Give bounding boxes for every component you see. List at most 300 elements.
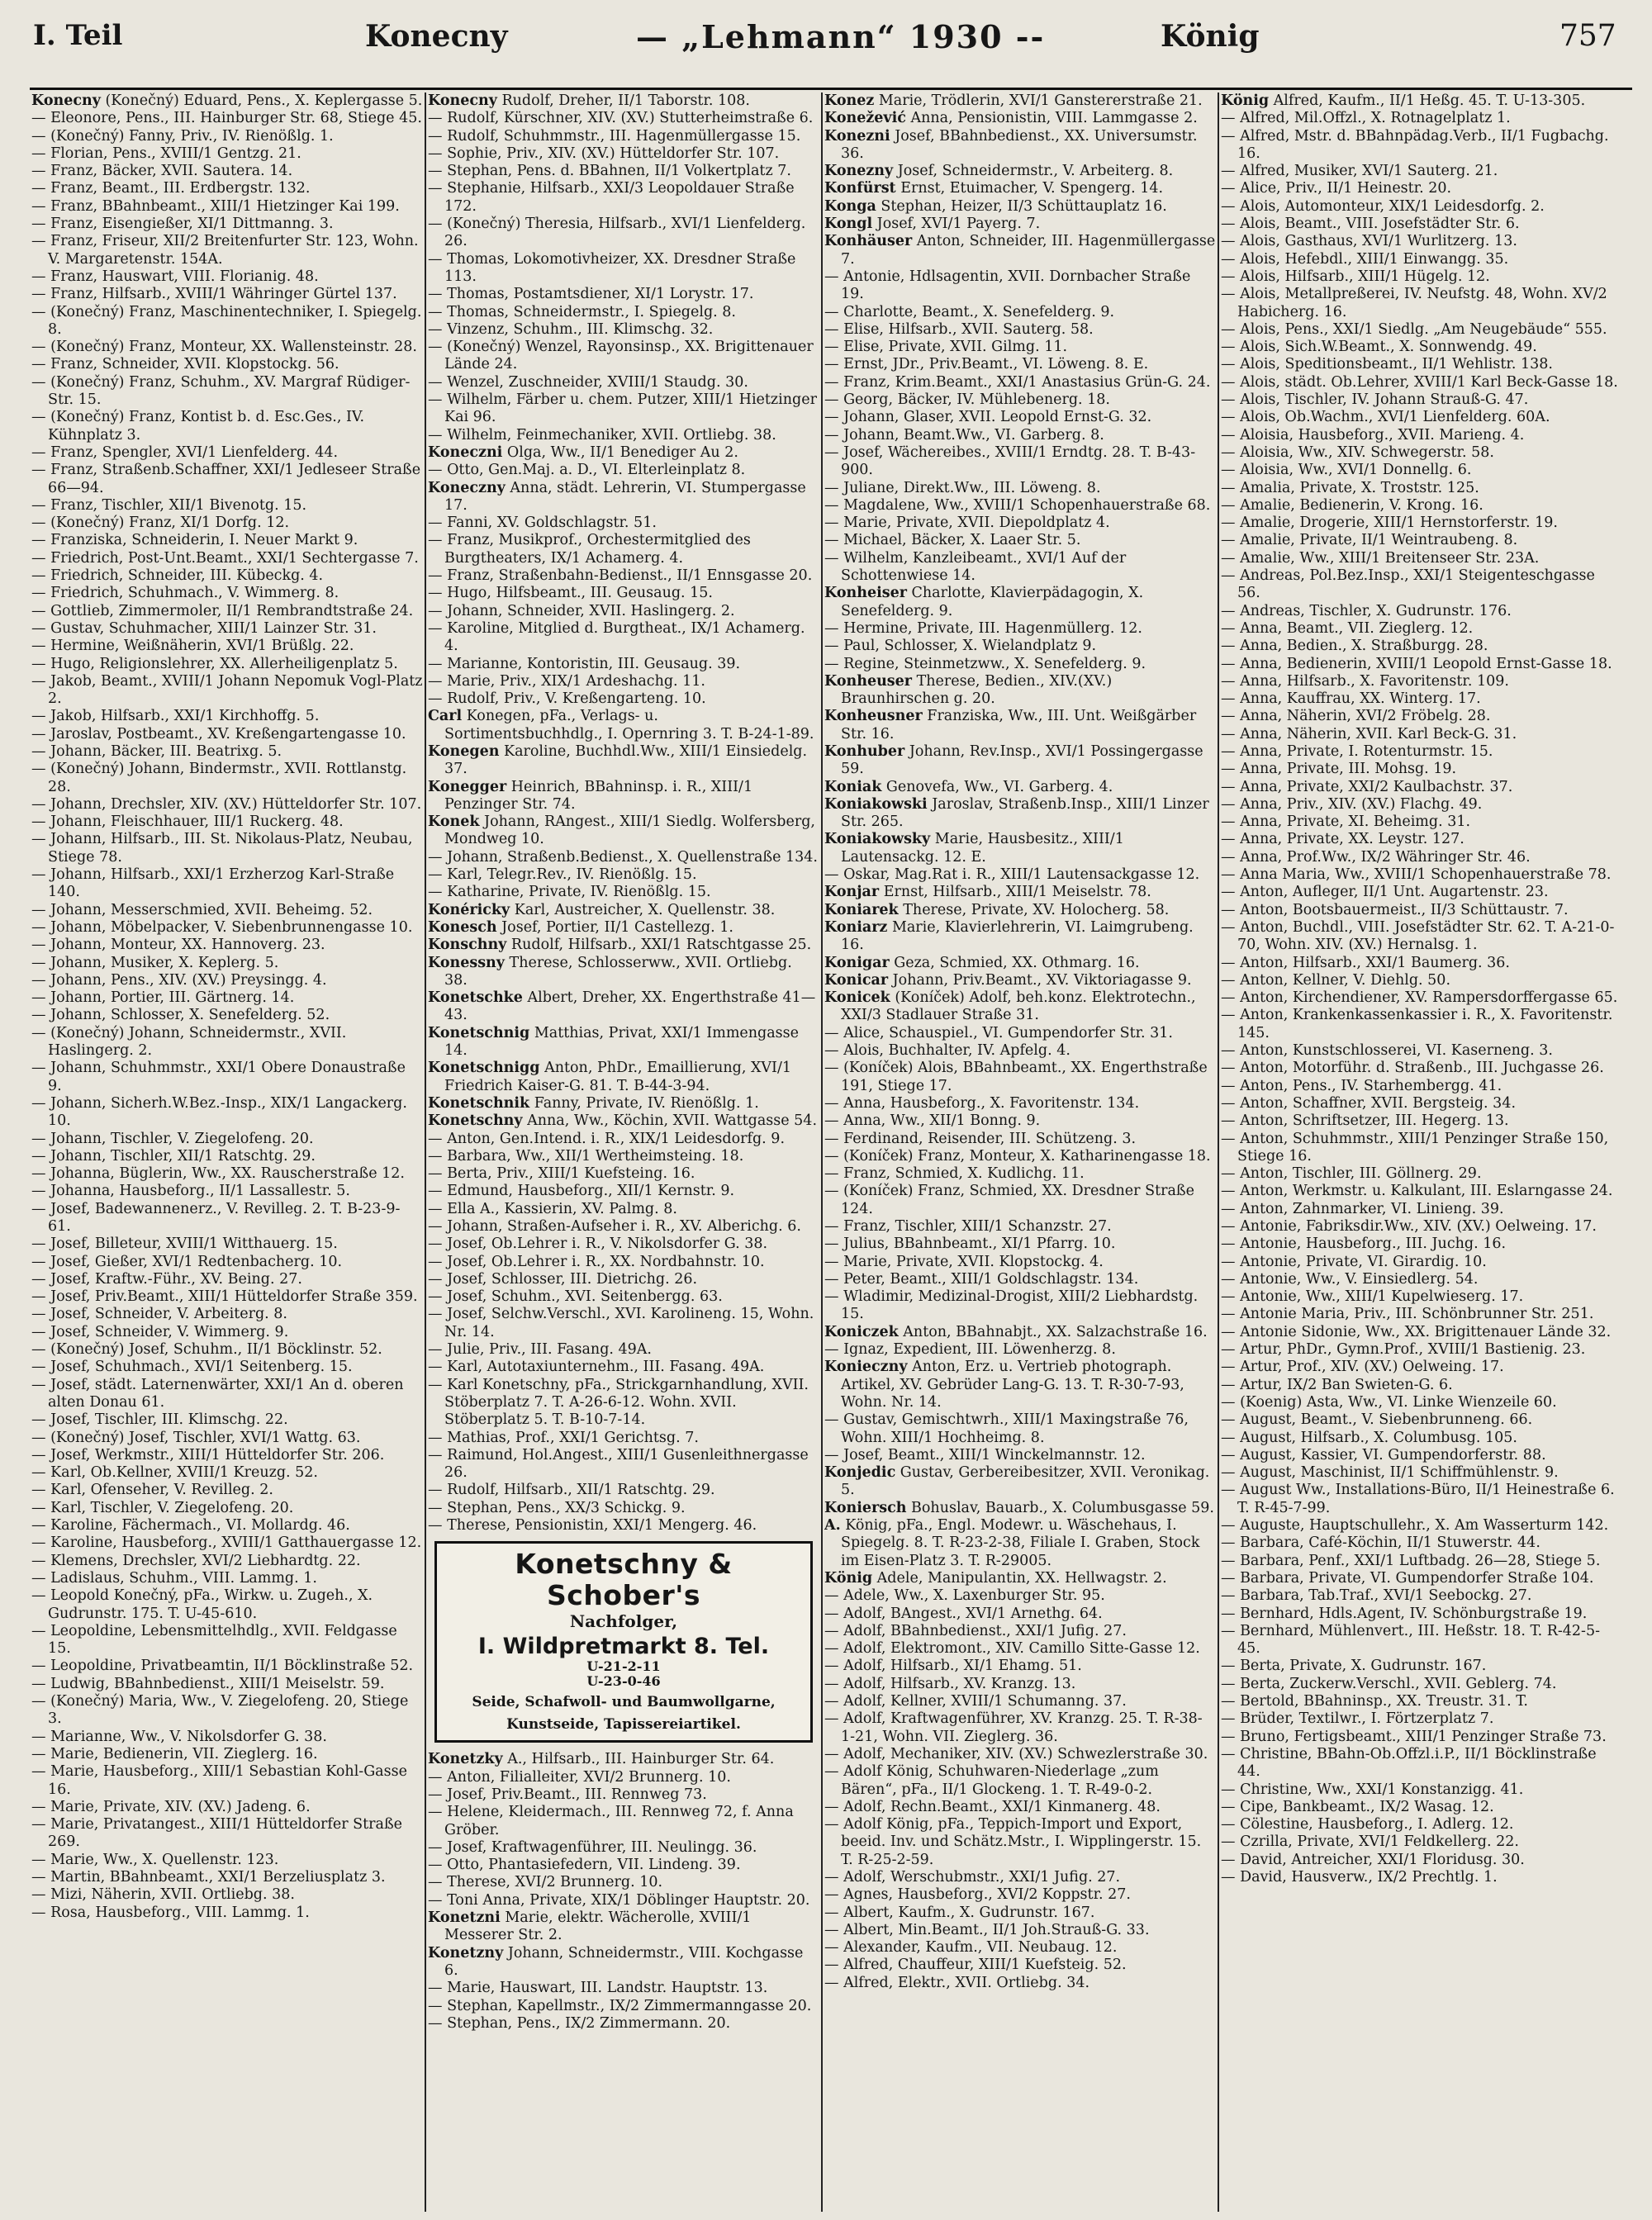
directory-entry: Konfürst Ernst, Etuimacher, V. Spengerg. 14. <box>824 180 1164 197</box>
directory-entry: Konetschnig Matthias, Privat, XXI/1 Immengasse 14. <box>428 1024 799 1060</box>
directory-entry: Konetzky A., Hilfsarb., III. Hainburger Str. 64. <box>428 1751 775 1768</box>
directory-entry: — Florian, Pens., XVIII/1 Gentzg. 21. <box>31 145 301 162</box>
directory-entry: Koneczni Olga, Ww., II/1 Benediger Au 2. <box>428 444 738 461</box>
directory-entry: — (Konečný) Johann, Schneidermstr., XVII. Haslingerg. 2. <box>31 1024 347 1060</box>
directory-entry: — Franz, Hauswart, VIII. Florianig. 48. <box>31 268 319 285</box>
directory-entry: — Ludwig, BBahnbedienst., XIII/1 Meiselstr. 59. <box>31 1675 385 1692</box>
directory-entry: — Therese, Pensionistin, XXI/1 Mengerg. 46. <box>428 1517 757 1535</box>
directory-entry: — August, Kassier, VI. Gumpendorferstr. 88. <box>1221 1446 1546 1463</box>
directory-entry: — Amalie, Bedienerin, V. Krong. 16. <box>1221 496 1483 514</box>
directory-entry: — Artur, Prof., XIV. (XV.) Oelweing. 17. <box>1221 1359 1504 1376</box>
ad-description-2: Kunstseide, Tapissereiartikel. <box>506 1716 741 1734</box>
directory-entry: — Barbara, Tab.Traf., XVI/1 Seebockg. 27. <box>1221 1587 1532 1605</box>
directory-entry: — Antonie, Hdlsagentin, XVII. Dornbacher Straße 19. <box>824 268 1191 303</box>
directory-entry: — Alfred, Chauffeur, XIII/1 Kuefsteig. 52. <box>824 1957 1127 1974</box>
directory-entry: — Peter, Beamt., XIII/1 Goldschlagstr. 134. <box>824 1270 1139 1288</box>
directory-entry: — (Konečný) Franz, XI/1 Dorfg. 12. <box>31 515 290 532</box>
directory-entry: — Hermine, Private, III. Hagenmüllerg. 12. <box>824 619 1142 637</box>
directory-entry: — Amalia, Private, X. Troststr. 125. <box>1221 479 1479 496</box>
directory-entry: — Thomas, Postamtsdiener, XI/1 Lorystr. 17. <box>428 286 754 303</box>
directory-entry: — Alois, Pens., XXI/1 Siedlg. „Am Neugebäude“ 555. <box>1221 320 1607 338</box>
directory-entry: — Adolf, BBahnbedienst., XXI/1 Jufig. 27. <box>824 1622 1127 1639</box>
directory-entry: — Alois, Metallpreßerei, IV. Neufstg. 48, Wohn. XV/2 Habicherg. 16. <box>1221 286 1607 320</box>
directory-entry: — Friedrich, Schneider, III. Kübeckg. 4. <box>31 567 324 585</box>
directory-entry: Koniakowsky Marie, Hausbesitz., XIII/1 Lautensackg. 12. E. <box>824 831 1124 866</box>
directory-entry: Konhäuser Anton, Schneider, III. Hagenmüllergasse 7. <box>824 233 1216 268</box>
directory-entry: — Alexander, Kaufm., VII. Neubaug. 12. <box>824 1939 1118 1957</box>
directory-entry: — Karoline, Fächermach., VI. Mollardg. 46. <box>31 1517 350 1535</box>
directory-entry: — (Konečný) Theresia, Hilfsarb., XVI/1 Lienfelderg. 26. <box>428 216 806 250</box>
directory-entry: — Mizi, Näherin, XVII. Ortliebg. 38. <box>31 1886 295 1904</box>
directory-entry: — Alfred, Mstr. d. BBahnpädag.Verb., II/1 Fugbachg. 16. <box>1221 127 1609 162</box>
directory-entry: — Christine, BBahn-Ob.Offzl.i.P., II/1 Böcklinstraße 44. <box>1221 1745 1597 1781</box>
directory-entry: — Aloisia, Hausbeforg., XVII. Marieng. 4. <box>1221 426 1525 444</box>
directory-entry: — (Konečný) Josef, Schuhm., II/1 Böcklinstr. 52. <box>31 1341 382 1359</box>
directory-entry: Konicek (Koníček) Adolf, beh.konz. Elektrotechn., XXI/3 Stadlauer Straße 31. <box>824 989 1196 1024</box>
directory-entry: — (Koníček) Franz, Monteur, X. Katharinengasse 18. <box>824 1147 1211 1165</box>
directory-entry: — Franz, Tischler, XII/1 Bivenotg. 15. <box>31 496 307 514</box>
directory-entry: — Stephan, Pens., IX/2 Zimmermann. 20. <box>428 2014 731 2032</box>
directory-entry: — Magdalene, Ww., XVIII/1 Schopenhauerstraße 68. <box>824 496 1211 514</box>
directory-entry: — Anna, Private, XX. Leystr. 127. <box>1221 831 1464 848</box>
directory-entry: — (Konečný) Franz, Monteur, XX. Wallensteinstr. 28. <box>31 339 417 356</box>
directory-entry: — Alois, Beamt., VIII. Josefstädter Str. 6. <box>1221 216 1520 233</box>
directory-entry: — Adolf, Elektromont., XIV. Camillo Sitte-Gasse 12. <box>824 1640 1200 1658</box>
directory-entry: — Anna, Kauffrau, XX. Winterg. 17. <box>1221 690 1481 708</box>
directory-entry: Konegger Heinrich, BBahninsp. i. R., XIII/1 Penzinger Str. 74. <box>428 778 753 813</box>
directory-entry: — Josef, Kraftwagenführer, III. Neulingg. 36. <box>428 1838 757 1856</box>
left-running-head: Konecny <box>365 19 508 54</box>
directory-entry: — Anton, Schuhmmstr., XIII/1 Penzinger Straße 150, Stiege 16. <box>1221 1130 1609 1165</box>
directory-entry: — Eleonore, Pens., III. Hainburger Str. 68, Stiege 45. <box>31 110 422 127</box>
directory-entry: — Karl, Ob.Kellner, XVIII/1 Kreuzg. 52. <box>31 1464 318 1482</box>
ad-telephone-2: U-23-0-46 <box>586 1673 661 1690</box>
directory-entry: — Franziska, Schneiderin, I. Neuer Markt 9. <box>31 532 358 549</box>
directory-entry: — Leopoldine, Lebensmittelhdlg., XVII. Feldgasse 15. <box>31 1622 397 1658</box>
directory-entry: — Wenzel, Zuschneider, XVIII/1 Staudg. 30. <box>428 373 748 391</box>
directory-entry: — Rudolf, Kürschner, XIV. (XV.) Stutterheimstraße 6. <box>428 110 814 127</box>
directory-entry: — Karoline, Mitglied d. Burgtheat., IX/1 Achamerg. 4. <box>428 619 805 655</box>
directory-entry: Konecny Rudolf, Dreher, II/1 Taborstr. 108. <box>428 92 750 109</box>
directory-entry: — Alfred, Elektr., XVII. Ortliebg. 34. <box>824 1974 1090 1991</box>
directory-entry: — Otto, Phantasiefedern, VII. Lindeng. 39. <box>428 1857 741 1874</box>
directory-entry: Konetzny Johann, Schneidermstr., VIII. Kochgasse 6. <box>428 1944 804 1979</box>
directory-entry: — August, Maschinist, II/1 Schiffmühlenstr. 9. <box>1221 1464 1559 1482</box>
directory-entry: — Marie, Priv., XIX/1 Ardeshachg. 11. <box>428 672 705 690</box>
directory-entry: — Rudolf, Schuhmmstr., III. Hagenmüllergasse 15. <box>428 127 801 145</box>
directory-entry: Konezni Josef, BBahnbedienst., XX. Universumstr. 36. <box>824 127 1198 162</box>
directory-entry: — Wilhelm, Feinmechaniker, XVII. Ortliebg. 38. <box>428 426 776 444</box>
directory-entry: — Stephan, Pens. d. BBahnen, II/1 Volkertplatz 7. <box>428 163 791 180</box>
directory-entry: — Franz, Schneider, XVII. Klopstockg. 56. <box>31 356 339 373</box>
directory-entry: — Anna, Ww., XII/1 Bonng. 9. <box>824 1112 1041 1130</box>
directory-entry: — Anna, Private, III. Mohsg. 19. <box>1221 761 1457 778</box>
directory-entry: — Josef, Schneider, V. Arbeiterg. 8. <box>31 1306 287 1323</box>
directory-entry: Konetschnik Fanny, Private, IV. Rienößlg. 1. <box>428 1094 759 1112</box>
directory-entry: Koniczek Anton, BBahnabjt., XX. Salzachstraße 16. <box>824 1323 1208 1340</box>
directory-entry: — Bernhard, Mühlenvert., III. Heßstr. 18. T. R-42-5-45. <box>1221 1622 1601 1658</box>
directory-entry: — Julius, BBahnbeamt., XI/1 Pfarrg. 10. <box>824 1236 1116 1253</box>
ad-subtitle: Nachfolger, <box>569 1611 678 1632</box>
directory-entry: — Antonie Sidonie, Ww., XX. Brigittenauer Lände 32. <box>1221 1323 1612 1340</box>
directory-entry: — Gustav, Gemischtwrh., XIII/1 Maxingstraße 76, Wohn. XIII/1 Hochheimg. 8. <box>824 1411 1189 1446</box>
directory-entry: — Toni Anna, Private, XIX/1 Döblinger Hauptstr. 20. <box>428 1891 810 1909</box>
directory-entry: Konecny (Konečný) Eduard, Pens., X. Keplergasse 5. <box>31 92 423 109</box>
directory-entry: — Regine, Steinmetzww., X. Senefelderg. 9. <box>824 655 1146 672</box>
ad-telephone-1: U-21-2-11 <box>586 1658 661 1675</box>
directory-entry: Kongl Josef, XVI/1 Payerg. 7. <box>824 216 1041 233</box>
directory-entry: — Franz, Krim.Beamt., XXI/1 Anastasius Grün-G. 24. <box>824 373 1211 391</box>
directory-entry: — Cipe, Bankbeamt., IX/2 Wasag. 12. <box>1221 1798 1494 1815</box>
directory-entry: — Anna, Hilfsarb., X. Favoritenstr. 109. <box>1221 672 1509 690</box>
directory-entry: — Andreas, Tischler, X. Gudrunstr. 176. <box>1221 602 1512 619</box>
directory-entry: Konjar Ernst, Hilfsarb., XIII/1 Meiselstr. 78. <box>824 884 1151 901</box>
directory-entry: — Marie, Private, XIV. (XV.) Jadeng. 6. <box>31 1798 311 1815</box>
column-divider <box>821 92 823 2212</box>
directory-entry: — Ernst, JDr., Priv.Beamt., VI. Löweng. 8. E. <box>824 356 1149 373</box>
directory-entry: — Wladimir, Medizinal-Drogist, XIII/2 Liebhardstg. 15. <box>824 1288 1199 1323</box>
directory-entry: — Johann, Bäcker, III. Beatrixg. 5. <box>31 742 282 760</box>
directory-entry: — Therese, XVI/2 Brunnerg. 10. <box>428 1874 663 1891</box>
directory-entry: — Franz, Straßenbahn-Bedienst., II/1 Ennsgasse 20. <box>428 567 813 585</box>
directory-entry: — Amalie, Drogerie, XIII/1 Hernstorferstr. 19. <box>1221 515 1558 532</box>
directory-entry: Konessny Therese, Schlosserww., XVII. Ortliebg. 38. <box>428 954 792 989</box>
directory-entry: — Elise, Private, XVII. Gilmg. 11. <box>824 339 1068 356</box>
directory-entry: — Czrilla, Private, XVI/1 Feldkellerg. 22. <box>1221 1833 1519 1851</box>
directory-entry: — Anton, Kunstschlosserei, VI. Kaserneng. 3. <box>1221 1042 1553 1060</box>
directory-entry: Konetschny Anna, Ww., Köchin, XVII. Wattgasse 54. <box>428 1112 818 1130</box>
directory-title: — „Lehmann“ 1930 -- <box>636 18 1046 55</box>
directory-entry: A. König, pFa., Engl. Modewr. u. Wäschehaus, I. Spiegelg. 8. T. R-23-2-38, Filiale I. Graben, Stock im Eisen-Platz 3. T. R-29005. <box>824 1517 1200 1569</box>
directory-entry: — Marie, Privatangest., XIII/1 Hütteldorfer Straße 269. <box>31 1816 402 1851</box>
directory-entry: — Alois, Ob.Wachm., XVI/1 Lienfelderg. 60A. <box>1221 409 1550 426</box>
directory-entry: — Johann, Musiker, X. Keplerg. 5. <box>31 954 279 971</box>
directory-entry: — Antonie, Hausbeforg., III. Juchg. 16. <box>1221 1236 1507 1253</box>
directory-entry: — Josef, Priv.Beamt., XIII/1 Hütteldorfer Straße 359. <box>31 1288 418 1306</box>
directory-entry: — Mathias, Prof., XXI/1 Gerichtsg. 7. <box>428 1429 699 1446</box>
directory-entry: — Johann, Messerschmied, XVII. Beheimg. 52. <box>31 901 373 918</box>
directory-entry: — Josef, Schlosser, III. Dietrichg. 26. <box>428 1270 698 1288</box>
part-label: I. Teil <box>33 19 123 52</box>
directory-entry: Konieczny Anton, Erz. u. Vertrieb photograph. Artikel, XV. Gebrüder Lang-G. 13. T. R-30-7-93, Wohn. Nr. 14. <box>824 1359 1184 1411</box>
directory-entry: — Anna, Prof.Ww., IX/2 Währinger Str. 46. <box>1221 848 1531 866</box>
directory-entry: — Anton, Buchdl., VIII. Josefstädter Str. 62. T. A-21-0-70, Wohn. XIV. (XV.) Hernalsg. 1. <box>1221 918 1615 954</box>
column-4 <box>1221 92 1621 2212</box>
directory-entry: Konezny Josef, Schneidermstr., V. Arbeiterg. 8. <box>824 163 1174 180</box>
column-2-bottom <box>428 1751 819 2033</box>
directory-entry: — Johann, Schneider, XVII. Haslingerg. 2. <box>428 602 735 619</box>
directory-entry: — Leopoldine, Privatbeamtin, II/1 Böcklinstraße 52. <box>31 1658 414 1675</box>
directory-entry: — Anna Maria, Ww., XVIII/1 Schopenhauerstraße 78. <box>1221 866 1612 884</box>
directory-entry: — Johann, Fleischhauer, III/1 Ruckerg. 48. <box>31 814 344 831</box>
directory-entry: — Johann, Straßen-Aufseher i. R., XV. Alberichg. 6. <box>428 1218 801 1235</box>
directory-entry: — Karl, Tischler, V. Ziegelofeng. 20. <box>31 1499 294 1516</box>
directory-entry: — Hugo, Hilfsbeamt., III. Geusaug. 15. <box>428 585 713 602</box>
directory-entry: — Franz, Beamt., III. Erdbergstr. 132. <box>31 180 311 197</box>
directory-entry: — Hugo, Religionslehrer, XX. Allerheiligenplatz 5. <box>31 655 398 672</box>
directory-entry: — Anton, Aufleger, II/1 Unt. Augartenstr. 23. <box>1221 884 1549 901</box>
directory-entry: Koneczny Anna, städt. Lehrerin, VI. Stumpergasse 17. <box>428 479 806 514</box>
directory-entry: — Adolf, Kellner, XVIII/1 Schumanng. 37. <box>824 1693 1127 1710</box>
directory-entry: — Anna, Bedienerin, XVIII/1 Leopold Ernst-Gasse 18. <box>1221 655 1612 672</box>
directory-entry: — (Konečný) Franz, Schuhm., XV. Margraf Rüdiger-Str. 15. <box>31 373 411 409</box>
directory-entry: — (Konečný) Johann, Bindermstr., XVII. Rottlanstg. 28. <box>31 761 407 795</box>
directory-entry: Koniarek Therese, Private, XV. Holocherg. 58. <box>824 901 1170 918</box>
directory-entry: — Anton, Werkmstr. u. Kalkulant, III. Eslarngasse 24. <box>1221 1183 1613 1200</box>
directory-entry: — Ferdinand, Reisender, III. Schützeng. 3. <box>824 1130 1137 1147</box>
directory-entry: — Josef, Gießer, XVI/1 Redtenbacherg. 10. <box>31 1253 343 1270</box>
directory-entry: — Josef, Ob.Lehrer i. R., V. Nikolsdorfer G. 38. <box>428 1236 768 1253</box>
column-3 <box>824 92 1216 2212</box>
directory-entry: Konigar Geza, Schmied, XX. Othmarg. 16. <box>824 954 1140 971</box>
directory-entry: — Marie, Private, XVII. Diepoldplatz 4. <box>824 515 1110 532</box>
directory-entry: — (Konečný) Franz, Kontist b. d. Esc.Ges., IV. Kühnplatz 3. <box>31 409 365 444</box>
ad-title: Konetschny & Schober's <box>515 1548 733 1612</box>
directory-entry: — Wilhelm, Kanzleibeamt., XVI/1 Auf der Schottenwiese 14. <box>824 549 1127 585</box>
directory-entry: Konegen Karoline, Buchhdl.Ww., XIII/1 Einsiedelg. 37. <box>428 742 808 778</box>
directory-entry: — Anton, Bootsbauermeist., II/3 Schüttaustr. 7. <box>1221 901 1569 918</box>
directory-entry: — Anton, Krankenkassenkassier i. R., X. Favoritenstr. 145. <box>1221 1007 1613 1041</box>
directory-entry: — Cölestine, Hausbeforg., I. Adlerg. 12. <box>1221 1816 1514 1833</box>
directory-entry: — Wilhelm, Färber u. chem. Putzer, XIII/1 Hietzinger Kai 96. <box>428 391 817 426</box>
directory-entry: — Antonie, Ww., XIII/1 Kupelwieserg. 17. <box>1221 1288 1524 1306</box>
directory-entry: — Anna, Private, XXI/2 Kaulbachstr. 37. <box>1221 778 1513 795</box>
directory-entry: — Karl, Autotaxiunternehm., III. Fasang. 49A. <box>428 1359 765 1376</box>
directory-entry: — Johann, Tischler, V. Ziegelofeng. 20. <box>31 1130 314 1147</box>
directory-entry: — Thomas, Schneidermstr., I. Spiegelg. 8. <box>428 303 736 320</box>
directory-entry: — August, Hilfsarb., X. Columbusg. 105. <box>1221 1429 1517 1446</box>
directory-entry: — Alfred, Mil.Offzl., X. Rotnagelplatz 1. <box>1221 110 1511 127</box>
directory-entry: — Josef, Badewannenerz., V. Revilleg. 2. T. B-23-9-61. <box>31 1200 401 1235</box>
directory-entry: — Gustav, Schuhmacher, XIII/1 Lainzer Str. 31. <box>31 619 377 637</box>
directory-entry: — Alois, Gasthaus, XVI/1 Wurlitzerg. 13. <box>1221 233 1517 250</box>
directory-entry: — Antonie Maria, Priv., III. Schönbrunner Str. 251. <box>1221 1306 1594 1323</box>
column-divider <box>1218 92 1219 2212</box>
directory-entry: — Jakob, Beamt., XVIII/1 Johann Nepomuk Vogl-Platz 2. <box>31 672 423 708</box>
directory-entry: — Alice, Schauspiel., VI. Gumpendorfer Str. 31. <box>824 1024 1173 1041</box>
directory-entry: — Adolf, Mechaniker, XIV. (XV.) Schwezlerstraße 30. <box>824 1745 1208 1762</box>
header-rule <box>30 88 1632 90</box>
directory-entry: — Josef, Wächereibes., XVIII/1 Erndtg. 28. T. B-43-900. <box>824 444 1196 479</box>
directory-entry: — Anton, Hilfsarb., XXI/1 Baumerg. 36. <box>1221 954 1510 971</box>
directory-entry: — Johann, Beamt.Ww., VI. Garberg. 8. <box>824 426 1104 444</box>
directory-entry: — (Koníček) Franz, Schmied, XX. Dresdner Straße 124. <box>824 1183 1194 1217</box>
directory-entry: — Michael, Bäcker, X. Laaer Str. 5. <box>824 532 1081 549</box>
directory-entry: — Johann, Sicherh.W.Bez.-Insp., XIX/1 Langackerg. 10. <box>31 1094 407 1130</box>
directory-entry: — Anna, Näherin, XVI/2 Fröbelg. 28. <box>1221 708 1491 725</box>
directory-entry: — Anna, Priv., XIV. (XV.) Flachg. 49. <box>1221 795 1483 813</box>
directory-entry: — Alfred, Musiker, XVI/1 Sauterg. 21. <box>1221 163 1498 180</box>
directory-entry: — Barbara, Café-Köchin, II/1 Stuwerstr. 44. <box>1221 1535 1540 1552</box>
directory-entry: — Albert, Kaufm., X. Gudrunstr. 167. <box>824 1904 1095 1921</box>
directory-entry: — Adolf, Kraftwagenführer, XV. Kranzg. 25. T. R-38-1-21, Wohn. VII. Zieglerg. 36. <box>824 1710 1203 1745</box>
directory-entry: — Franz, Eisengießer, XI/1 Dittmanng. 3. <box>31 216 334 233</box>
directory-entry: — Anton, Tischler, III. Göllnerg. 29. <box>1221 1165 1482 1183</box>
directory-entry: — Hermine, Weißnäherin, XVI/1 Brüßlg. 22. <box>31 638 354 655</box>
directory-entry: — Stephan, Pens., XX/3 Schickg. 9. <box>428 1499 686 1516</box>
directory-entry: — Bertold, BBahninsp., XX. Treustr. 31. T. <box>1221 1693 1528 1710</box>
directory-entry: — Alois, Hefebdl., XIII/1 Einwangg. 35. <box>1221 250 1509 268</box>
directory-entry: Konežević Anna, Pensionistin, VIII. Lammgasse 2. <box>824 110 1198 127</box>
directory-entry: — Franz, Musikprof., Orchestermitglied des Burgtheaters, IX/1 Achamerg. 4. <box>428 532 751 567</box>
directory-entry: — Marie, Hauswart, III. Landstr. Hauptstr. 13. <box>428 1980 768 1997</box>
directory-entry: — Elise, Hilfsarb., XVII. Sauterg. 58. <box>824 320 1094 338</box>
directory-entry: Konhuber Johann, Rev.Insp., XVI/1 Possingergasse 59. <box>824 742 1203 778</box>
directory-entry: Konetzni Marie, elektr. Wächerolle, XVIII/1 Messerer Str. 2. <box>428 1909 752 1944</box>
directory-entry: — Josef, Schneider, V. Wimmerg. 9. <box>31 1323 289 1340</box>
directory-entry: — Rudolf, Priv., V. Kreßengarteng. 10. <box>428 690 706 708</box>
column-2-top <box>428 92 819 1535</box>
directory-entry: Konga Stephan, Heizer, II/3 Schüttauplatz 16. <box>824 197 1167 215</box>
directory-entry: Koniak Genovefa, Ww., VI. Garberg. 4. <box>824 778 1113 795</box>
directory-entry: — Jaroslav, Postbeamt., XV. Kreßengartengasse 10. <box>31 725 406 742</box>
directory-entry: — Adele, Ww., X. Laxenburger Str. 95. <box>824 1587 1105 1605</box>
directory-entry: Koniarz Marie, Klavierlehrerin, VI. Laimgrubeng. 16. <box>824 918 1194 954</box>
directory-entry: — Andreas, Pol.Bez.Insp., XXI/1 Steigenteschgasse 56. <box>1221 567 1595 602</box>
directory-entry: — Alois, Speditionsbeamt., II/1 Wehlistr. 138. <box>1221 356 1553 373</box>
directory-entry: — Martin, BBahnbeamt., XXI/1 Berzeliusplatz 3. <box>31 1868 386 1886</box>
directory-entry: — Marianne, Ww., V. Nikolsdorfer G. 38. <box>31 1728 327 1745</box>
directory-entry: — Amalie, Private, II/1 Weintraubeng. 8. <box>1221 532 1518 549</box>
directory-entry: — Oskar, Mag.Rat i. R., XIII/1 Lautensackgasse 12. <box>824 866 1200 884</box>
directory-entry: — Ignaz, Expedient, III. Löwenherzg. 8. <box>824 1341 1116 1359</box>
directory-entry: — Marie, Private, XVII. Klopstockg. 4. <box>824 1253 1104 1270</box>
directory-entry: — Julie, Priv., III. Fasang. 49A. <box>428 1341 652 1359</box>
directory-entry: — Karoline, Hausbeforg., XVIII/1 Gatthauergasse 12. <box>31 1535 422 1552</box>
directory-entry: — Franz, Schmied, X. Kudlichg. 11. <box>824 1165 1085 1183</box>
directory-entry: — Katharine, Private, IV. Rienößlg. 15. <box>428 884 711 901</box>
directory-entry: — (Konečný) Franz, Maschinentechniker, I. Spiegelg. 8. <box>31 303 422 338</box>
directory-entry: — Albert, Min.Beamt., II/1 Joh.Strauß-G. 33. <box>824 1921 1150 1938</box>
directory-entry: Konetschnigg Anton, PhDr., Emaillierung, XVI/1 Friedrich Kaiser-G. 81. T. B-44-3-94. <box>428 1060 791 1094</box>
directory-entry: — Berta, Private, X. Gudrunstr. 167. <box>1221 1658 1487 1675</box>
directory-entry: — Leopold Konečný, pFa., Wirkw. u. Zugeh., X. Gudrunstr. 175. T. U-45-610. <box>31 1587 373 1622</box>
directory-entry: — Josef, Kraftw.-Führ., XV. Being. 27. <box>31 1270 302 1288</box>
directory-entry: — Aloisia, Ww., XVI/1 Donnellg. 6. <box>1221 462 1472 479</box>
directory-entry: — Barbara, Ww., XII/1 Wertheimsteing. 18. <box>428 1147 744 1165</box>
directory-entry: — Franz, Bäcker, XVII. Sautera. 14. <box>31 163 293 180</box>
directory-entry: Konheuser Therese, Bedien., XIV.(XV.) Braunhirschen g. 20. <box>824 672 1113 708</box>
directory-entry: — Adolf, Werschubmstr., XXI/1 Jufig. 27. <box>824 1868 1121 1886</box>
directory-entry: — Alois, Tischler, IV. Johann Strauß-G. 47. <box>1221 391 1529 409</box>
directory-entry: — Auguste, Hauptschullehr., X. Am Wasserturm 142. <box>1221 1517 1609 1535</box>
directory-entry: — August, Beamt., V. Siebenbrunneng. 66. <box>1221 1411 1533 1429</box>
directory-entry: — Josef, Ob.Lehrer i. R., XX. Nordbahnstr. 10. <box>428 1253 765 1270</box>
directory-entry: — Franz, Friseur, XII/2 Breitenfurter Str. 123, Wohn. V. Margaretenstr. 154A. <box>31 233 419 268</box>
directory-entry: — Josef, Billeteur, XVIII/1 Witthauerg. 15. <box>31 1236 338 1253</box>
directory-entry: — David, Hausverw., IX/2 Prechtlg. 1. <box>1221 1868 1498 1886</box>
directory-entry: — Rudolf, Hilfsarb., XII/1 Ratschtg. 29. <box>428 1482 715 1499</box>
directory-entry: — Stephan, Kapellmstr., IX/2 Zimmermanngasse 20. <box>428 1997 812 2014</box>
directory-entry: — Franz, Tischler, XIII/1 Schanzstr. 27. <box>824 1218 1112 1235</box>
directory-entry: — Josef, Tischler, III. Klimschg. 22. <box>31 1411 288 1429</box>
directory-entry: — Marie, Ww., X. Quellenstr. 123. <box>31 1851 279 1868</box>
directory-entry: — Anna, Bedien., X. Straßburgg. 28. <box>1221 638 1488 655</box>
directory-entry: — Josef, Schuhmach., XVI/1 Seitenberg. 15. <box>31 1359 353 1376</box>
directory-entry: — Karl, Telegr.Rev., IV. Rienößlg. 15. <box>428 866 697 884</box>
directory-entry: Konéricky Karl, Austreicher, X. Quellenstr. 38. <box>428 901 776 918</box>
directory-entry: — Johann, Möbelpacker, V. Siebenbrunnengasse 10. <box>31 918 413 936</box>
directory-entry: — (Konečný) Wenzel, Rayonsinsp., XX. Brigittenauer Lände 24. <box>428 339 814 373</box>
directory-entry: Koniersch Bohuslav, Bauarb., X. Columbusgasse 59. <box>824 1499 1214 1516</box>
directory-entry: — David, Antreicher, XXI/1 Floridusg. 30. <box>1221 1851 1525 1868</box>
page-number: 757 <box>1559 19 1616 53</box>
page-header <box>0 0 1652 86</box>
directory-entry: — Agnes, Hausbeforg., XVI/2 Koppstr. 27. <box>824 1886 1131 1904</box>
advertisement-box <box>434 1541 813 1743</box>
directory-entry: — Raimund, Hol.Angest., XIII/1 Gusenleithnergasse 26. <box>428 1446 809 1482</box>
directory-entry: — Adolf, Hilfsarb., XV. Kranzg. 13. <box>824 1675 1076 1692</box>
directory-entry: — Vinzenz, Schuhm., III. Klimschg. 32. <box>428 320 714 338</box>
directory-entry: Koniakowski Jaroslav, Straßenb.Insp., XIII/1 Linzer Str. 265. <box>824 795 1209 831</box>
ad-description-1: Seide, Schafwoll- und Baumwollgarne, <box>472 1694 776 1711</box>
directory-entry: — Alois, städt. Ob.Lehrer, XVIII/1 Karl Beck-Gasse 18. <box>1221 373 1618 391</box>
directory-entry: — Anton, Zahnmarker, VI. Linieng. 39. <box>1221 1200 1504 1217</box>
directory-entry: — Johann, Pens., XIV. (XV.) Preysingg. 4. <box>31 971 327 989</box>
directory-entry: — Anton, Kirchendiener, XV. Rampersdorffergasse 65. <box>1221 989 1618 1007</box>
directory-entry: — Antonie, Fabriksdir.Ww., XIV. (XV.) Oelweing. 17. <box>1221 1218 1597 1235</box>
ad-address: I. Wildpretmarkt 8. Tel. <box>477 1634 770 1660</box>
directory-entry: Konez Marie, Trödlerin, XVI/1 Ganstererstraße 21. <box>824 92 1203 109</box>
directory-entry: — Josef, Priv.Beamt., III. Rennweg 73. <box>428 1786 707 1803</box>
directory-entry: — Anton, Kellner, V. Diehlg. 50. <box>1221 971 1451 989</box>
directory-entry: — Marianne, Kontoristin, III. Geusaug. 39. <box>428 655 741 672</box>
directory-entry: — Josef, Beamt., XIII/1 Winckelmannstr. 12. <box>824 1446 1146 1463</box>
directory-entry: — Friedrich, Post-Unt.Beamt., XXI/1 Sechtergasse 7. <box>31 549 419 567</box>
directory-entry: — Georg, Bäcker, IV. Mühlebenerg. 18. <box>824 391 1110 409</box>
directory-entry: — Barbara, Penf., XXI/1 Luftbadg. 26—28, Stiege 5. <box>1221 1552 1601 1569</box>
directory-entry: — Johanna, Hausbeforg., II/1 Lassallestr. 5. <box>31 1183 350 1200</box>
directory-entry: — Anton, Schriftsetzer, III. Hegerg. 13. <box>1221 1112 1509 1130</box>
directory-entry: — Adolf König, Schuhwaren-Niederlage „zum Bären“, pFa., II/1 Glockeng. 1. T. R-49-0-2. <box>824 1763 1159 1798</box>
directory-entry: — Johann, Glaser, XVII. Leopold Ernst-G. 32. <box>824 409 1152 426</box>
directory-entry: — Edmund, Hausbeforg., XII/1 Kernstr. 9. <box>428 1183 735 1200</box>
directory-entry: — Josef, städt. Laternenwärter, XXI/1 An d. oberen alten Donau 61. <box>31 1376 404 1411</box>
directory-entry: Carl Konegen, pFa., Verlags- u. Sortimentsbuchhdlg., I. Opernring 3. T. B-24-1-89. <box>428 708 814 742</box>
directory-entry: — Johann, Schuhmmstr., XXI/1 Obere Donaustraße 9. <box>31 1060 406 1094</box>
directory-entry: — Johann, Portier, III. Gärtnerg. 14. <box>31 989 295 1007</box>
column-2 <box>428 92 819 2212</box>
directory-entry: Konetschke Albert, Dreher, XX. Engerthstraße 41—43. <box>428 989 816 1024</box>
directory-entry: — Adolf, Hilfsarb., XI/1 Ehamg. 51. <box>824 1658 1082 1675</box>
directory-entry: — Antonie, Ww., V. Einsiedlerg. 54. <box>1221 1270 1479 1288</box>
directory-entry: — Artur, PhDr., Gymn.Prof., XVIII/1 Bastienig. 23. <box>1221 1341 1586 1359</box>
directory-entry: — Johann, Monteur, XX. Hannoverg. 23. <box>31 937 325 954</box>
directory-entry: — Anton, Filialleiter, XVI/2 Brunnerg. 10. <box>428 1768 731 1786</box>
directory-entry: — Brüder, Textilwr., I. Förtzerplatz 7. <box>1221 1710 1494 1728</box>
directory-entry: — Thomas, Lokomotivheizer, XX. Dresdner Straße 113. <box>428 250 796 285</box>
directory-entry: — Jakob, Hilfsarb., XXI/1 Kirchhoffg. 5. <box>31 708 320 725</box>
directory-entry: — Franz, Spengler, XVI/1 Lienfelderg. 44. <box>31 444 339 461</box>
directory-entry: — Stephanie, Hilfsarb., XXI/3 Leopoldauer Straße 172. <box>428 180 795 215</box>
directory-entry: Konjedic Gustav, Gerbereibesitzer, XVII. Veronikag. 5. <box>824 1464 1210 1499</box>
directory-entry: — Berta, Zuckerw.Verschl., XVII. Geblerg. 74. <box>1221 1675 1557 1692</box>
directory-entry: — Berta, Priv., XIII/1 Kuefsteing. 16. <box>428 1165 695 1183</box>
directory-entry: — Alois, Automonteur, XIX/1 Leidesdorfg. 2. <box>1221 197 1545 215</box>
directory-entry: — August Ww., Installations-Büro, II/1 Heinestraße 6. T. R-45-7-99. <box>1221 1482 1615 1516</box>
directory-entry: — Karl Konetschny, pFa., Strickgarnhandlung, XVII. Stöberplatz 7. T. A-26-6-12. Wohn. XVII. Stöberplatz 5. T. B-10-7-14. <box>428 1376 809 1429</box>
directory-entry: — (Koníček) Alois, BBahnbeamt., XX. Engerthstraße 191, Stiege 17. <box>824 1060 1208 1094</box>
directory-entry: — Alois, Sich.W.Beamt., X. Sonnwendg. 49. <box>1221 339 1537 356</box>
right-running-head: König <box>1161 19 1260 54</box>
directory-entry: — (Konečný) Maria, Ww., V. Ziegelofeng. 20, Stiege 3. <box>31 1693 409 1728</box>
directory-entry: — Franz, BBahnbeamt., XIII/1 Hietzinger Kai 199. <box>31 197 400 215</box>
directory-entry: — Anna, Private, I. Rotenturmstr. 15. <box>1221 742 1493 760</box>
directory-entry: Konicar Johann, Priv.Beamt., XV. Viktoriagasse 9. <box>824 971 1192 989</box>
directory-entry: — Aloisia, Ww., XIV. Schwegerstr. 58. <box>1221 444 1494 461</box>
directory-entry: — Franz, Straßenb.Schaffner, XXI/1 Jedleseer Straße 66—94. <box>31 462 421 496</box>
directory-entry: — Johanna, Büglerin, Ww., XX. Rauscherstraße 12. <box>31 1165 405 1183</box>
